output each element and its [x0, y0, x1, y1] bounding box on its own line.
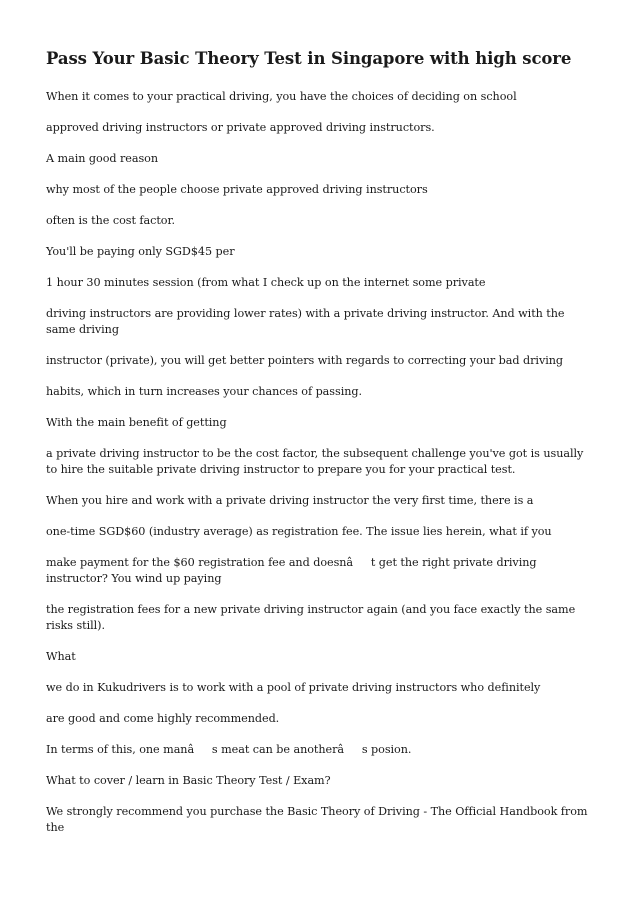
document-page [46, 48, 594, 851]
paragraph: make payment for the $60 registration fee and doesnât get the right private driving instructor? You wind up paying [46, 556, 537, 585]
paragraph: A main good reason [46, 152, 159, 165]
paragraph: why most of the people choose private approved driving instructors [46, 183, 428, 196]
paragraph: the registration fees for a new private driving instructor again (and you face exactly the same risks still). [46, 603, 576, 632]
paragraph: What [46, 650, 76, 663]
paragraph: one-time SGD$60 (industry average) as registration fee. The issue lies herein, what if you [46, 525, 552, 538]
paragraph: approved driving instructors or private approved driving instructors. [46, 121, 435, 134]
paragraph: instructor (private), you will get better pointers with regards to correcting your bad driving [46, 354, 564, 367]
paragraph: often is the cost factor. [46, 214, 176, 227]
paragraph: We strongly recommend you purchase the Basic Theory of Driving - The Official Handbook from the [46, 805, 588, 834]
paragraph: When it comes to your practical driving, you have the choices of deciding on school [46, 90, 517, 103]
paragraph: What to cover / learn in Basic Theory Test / Exam? [46, 774, 331, 787]
paragraph: In terms of this, one manâs meat can be anotherâs posion. [46, 743, 412, 756]
paragraph: habits, which in turn increases your chances of passing. [46, 385, 362, 398]
paragraph: we do in Kukudrivers is to work with a pool of private driving instructors who definitely [46, 681, 541, 694]
paragraph: With the main benefit of getting [46, 416, 227, 429]
paragraph: You'll be paying only SGD$45 per [46, 245, 235, 258]
paragraph: When you hire and work with a private driving instructor the very first time, there is a [46, 494, 534, 507]
paragraph: driving instructors are providing lower rates) with a private driving instructor. And with the same driving [46, 307, 565, 336]
paragraph: a private driving instructor to be the cost factor, the subsequent challenge you've got is usually to hire the suitable private driving instructor to prepare you for your practical test. [46, 447, 584, 476]
paragraph: are good and come highly recommended. [46, 712, 280, 725]
document-title: Pass Your Basic Theory Test in Singapore with high score [46, 49, 572, 68]
paragraph: 1 hour 30 minutes session (from what I check up on the internet some private [46, 276, 486, 289]
